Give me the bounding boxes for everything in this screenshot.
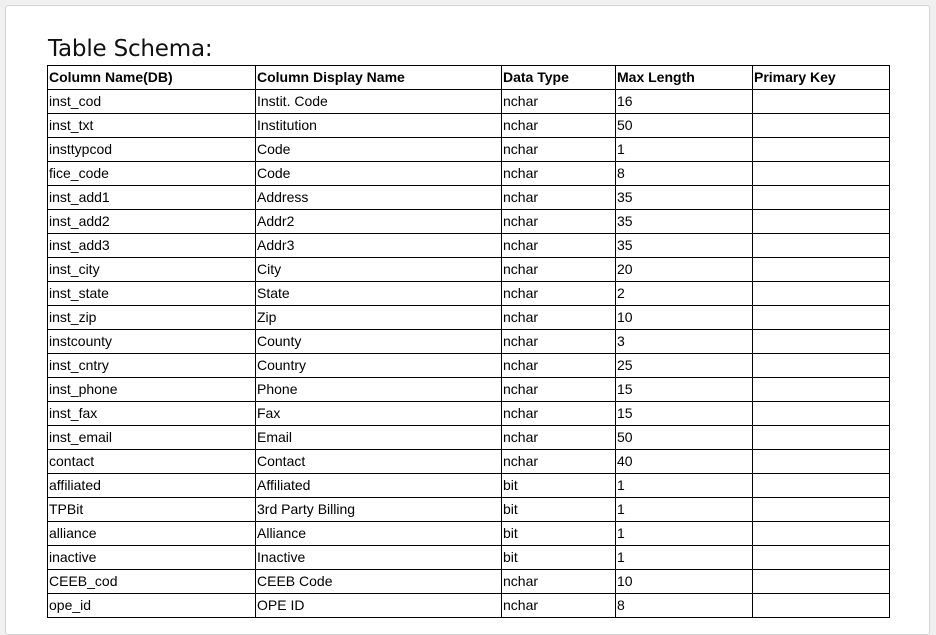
cell-column-name-db: inst_zip bbox=[48, 306, 256, 330]
cell-primary-key bbox=[753, 114, 890, 138]
table-row bbox=[48, 450, 890, 474]
cell-primary-key bbox=[753, 210, 890, 234]
table-row bbox=[48, 138, 890, 162]
cell-column-name-db: contact bbox=[48, 450, 256, 474]
table-row bbox=[48, 306, 890, 330]
cell-max-length: 25 bbox=[616, 354, 753, 378]
table-row bbox=[48, 90, 890, 114]
cell-column-display-name: OPE ID bbox=[256, 594, 502, 618]
cell-column-name-db: inst_phone bbox=[48, 378, 256, 402]
table-row bbox=[48, 546, 890, 570]
cell-max-length: 20 bbox=[616, 258, 753, 282]
cell-column-name-db: inst_add2 bbox=[48, 210, 256, 234]
cell-column-name-db: inst_add3 bbox=[48, 234, 256, 258]
cell-column-display-name: Affiliated bbox=[256, 474, 502, 498]
cell-data-type: nchar bbox=[502, 162, 616, 186]
cell-data-type: nchar bbox=[502, 282, 616, 306]
cell-max-length: 40 bbox=[616, 450, 753, 474]
document-page bbox=[5, 5, 930, 635]
cell-data-type: nchar bbox=[502, 570, 616, 594]
cell-column-display-name: Code bbox=[256, 138, 502, 162]
cell-data-type: bit bbox=[502, 522, 616, 546]
table-row bbox=[48, 114, 890, 138]
cell-data-type: nchar bbox=[502, 114, 616, 138]
cell-column-display-name: Inactive bbox=[256, 546, 502, 570]
cell-max-length: 1 bbox=[616, 138, 753, 162]
cell-column-display-name: Addr3 bbox=[256, 234, 502, 258]
cell-primary-key bbox=[753, 498, 890, 522]
cell-primary-key bbox=[753, 90, 890, 114]
cell-primary-key bbox=[753, 402, 890, 426]
cell-max-length: 8 bbox=[616, 162, 753, 186]
cell-data-type: nchar bbox=[502, 186, 616, 210]
header-data-type: Data Type bbox=[502, 66, 616, 90]
cell-column-name-db: inactive bbox=[48, 546, 256, 570]
cell-data-type: nchar bbox=[502, 210, 616, 234]
cell-data-type: bit bbox=[502, 474, 616, 498]
table-row bbox=[48, 330, 890, 354]
header-primary-key: Primary Key bbox=[753, 66, 890, 90]
cell-primary-key bbox=[753, 258, 890, 282]
table-row bbox=[48, 570, 890, 594]
table-row bbox=[48, 186, 890, 210]
cell-column-display-name: Code bbox=[256, 162, 502, 186]
cell-data-type: nchar bbox=[502, 234, 616, 258]
cell-data-type: nchar bbox=[502, 450, 616, 474]
table-row bbox=[48, 210, 890, 234]
cell-max-length: 1 bbox=[616, 522, 753, 546]
cell-column-display-name: Fax bbox=[256, 402, 502, 426]
cell-max-length: 50 bbox=[616, 114, 753, 138]
cell-data-type: nchar bbox=[502, 306, 616, 330]
cell-column-name-db: insttypcod bbox=[48, 138, 256, 162]
table-row bbox=[48, 594, 890, 618]
cell-primary-key bbox=[753, 546, 890, 570]
cell-max-length: 1 bbox=[616, 498, 753, 522]
cell-data-type: nchar bbox=[502, 90, 616, 114]
cell-data-type: nchar bbox=[502, 258, 616, 282]
cell-max-length: 10 bbox=[616, 306, 753, 330]
cell-data-type: bit bbox=[502, 498, 616, 522]
cell-column-display-name: 3rd Party Billing bbox=[256, 498, 502, 522]
cell-column-name-db: CEEB_cod bbox=[48, 570, 256, 594]
table-row bbox=[48, 378, 890, 402]
cell-primary-key bbox=[753, 594, 890, 618]
table-row bbox=[48, 162, 890, 186]
cell-column-name-db: ope_id bbox=[48, 594, 256, 618]
page-title: Table Schema: bbox=[48, 36, 213, 62]
cell-column-display-name: Alliance bbox=[256, 522, 502, 546]
schema-table-body bbox=[48, 90, 890, 618]
cell-column-name-db: inst_txt bbox=[48, 114, 256, 138]
cell-column-name-db: inst_cod bbox=[48, 90, 256, 114]
cell-column-name-db: inst_state bbox=[48, 282, 256, 306]
cell-column-display-name: County bbox=[256, 330, 502, 354]
cell-column-name-db: inst_fax bbox=[48, 402, 256, 426]
cell-data-type: nchar bbox=[502, 378, 616, 402]
cell-data-type: nchar bbox=[502, 402, 616, 426]
table-row bbox=[48, 522, 890, 546]
cell-column-display-name: CEEB Code bbox=[256, 570, 502, 594]
cell-primary-key bbox=[753, 426, 890, 450]
cell-column-name-db: fice_code bbox=[48, 162, 256, 186]
cell-primary-key bbox=[753, 186, 890, 210]
cell-data-type: nchar bbox=[502, 354, 616, 378]
cell-primary-key bbox=[753, 378, 890, 402]
cell-column-display-name: Address bbox=[256, 186, 502, 210]
header-column-display-name: Column Display Name bbox=[256, 66, 502, 90]
header-row bbox=[48, 66, 890, 90]
table-row bbox=[48, 354, 890, 378]
cell-max-length: 15 bbox=[616, 402, 753, 426]
cell-max-length: 10 bbox=[616, 570, 753, 594]
cell-column-name-db: inst_cntry bbox=[48, 354, 256, 378]
cell-column-name-db: affiliated bbox=[48, 474, 256, 498]
table-row bbox=[48, 282, 890, 306]
cell-column-display-name: Zip bbox=[256, 306, 502, 330]
cell-max-length: 35 bbox=[616, 186, 753, 210]
cell-primary-key bbox=[753, 474, 890, 498]
cell-primary-key bbox=[753, 354, 890, 378]
cell-primary-key bbox=[753, 330, 890, 354]
cell-column-name-db: inst_add1 bbox=[48, 186, 256, 210]
cell-column-name-db: TPBit bbox=[48, 498, 256, 522]
cell-primary-key bbox=[753, 138, 890, 162]
cell-max-length: 35 bbox=[616, 210, 753, 234]
cell-column-display-name: City bbox=[256, 258, 502, 282]
header-max-length: Max Length bbox=[616, 66, 753, 90]
cell-max-length: 1 bbox=[616, 546, 753, 570]
cell-column-name-db: inst_email bbox=[48, 426, 256, 450]
cell-data-type: bit bbox=[502, 546, 616, 570]
table-row bbox=[48, 474, 890, 498]
cell-max-length: 50 bbox=[616, 426, 753, 450]
cell-primary-key bbox=[753, 162, 890, 186]
cell-column-display-name: Institution bbox=[256, 114, 502, 138]
cell-column-display-name: Instit. Code bbox=[256, 90, 502, 114]
cell-max-length: 16 bbox=[616, 90, 753, 114]
cell-column-display-name: State bbox=[256, 282, 502, 306]
cell-primary-key bbox=[753, 570, 890, 594]
cell-primary-key bbox=[753, 306, 890, 330]
cell-column-name-db: inst_city bbox=[48, 258, 256, 282]
cell-data-type: nchar bbox=[502, 330, 616, 354]
header-column-name-db: Column Name(DB) bbox=[48, 66, 256, 90]
cell-column-display-name: Email bbox=[256, 426, 502, 450]
cell-data-type: nchar bbox=[502, 138, 616, 162]
cell-primary-key bbox=[753, 522, 890, 546]
table-row bbox=[48, 402, 890, 426]
cell-column-display-name: Contact bbox=[256, 450, 502, 474]
cell-primary-key bbox=[753, 450, 890, 474]
cell-primary-key bbox=[753, 234, 890, 258]
cell-primary-key bbox=[753, 282, 890, 306]
cell-max-length: 3 bbox=[616, 330, 753, 354]
cell-max-length: 15 bbox=[616, 378, 753, 402]
cell-column-display-name: Phone bbox=[256, 378, 502, 402]
table-row bbox=[48, 426, 890, 450]
cell-data-type: nchar bbox=[502, 594, 616, 618]
cell-column-display-name: Country bbox=[256, 354, 502, 378]
cell-max-length: 1 bbox=[616, 474, 753, 498]
cell-max-length: 8 bbox=[616, 594, 753, 618]
cell-max-length: 35 bbox=[616, 234, 753, 258]
table-row bbox=[48, 258, 890, 282]
schema-table bbox=[47, 65, 890, 618]
cell-max-length: 2 bbox=[616, 282, 753, 306]
table-row bbox=[48, 234, 890, 258]
cell-column-name-db: instcounty bbox=[48, 330, 256, 354]
cell-column-name-db: alliance bbox=[48, 522, 256, 546]
cell-column-display-name: Addr2 bbox=[256, 210, 502, 234]
cell-data-type: nchar bbox=[502, 426, 616, 450]
table-row bbox=[48, 498, 890, 522]
